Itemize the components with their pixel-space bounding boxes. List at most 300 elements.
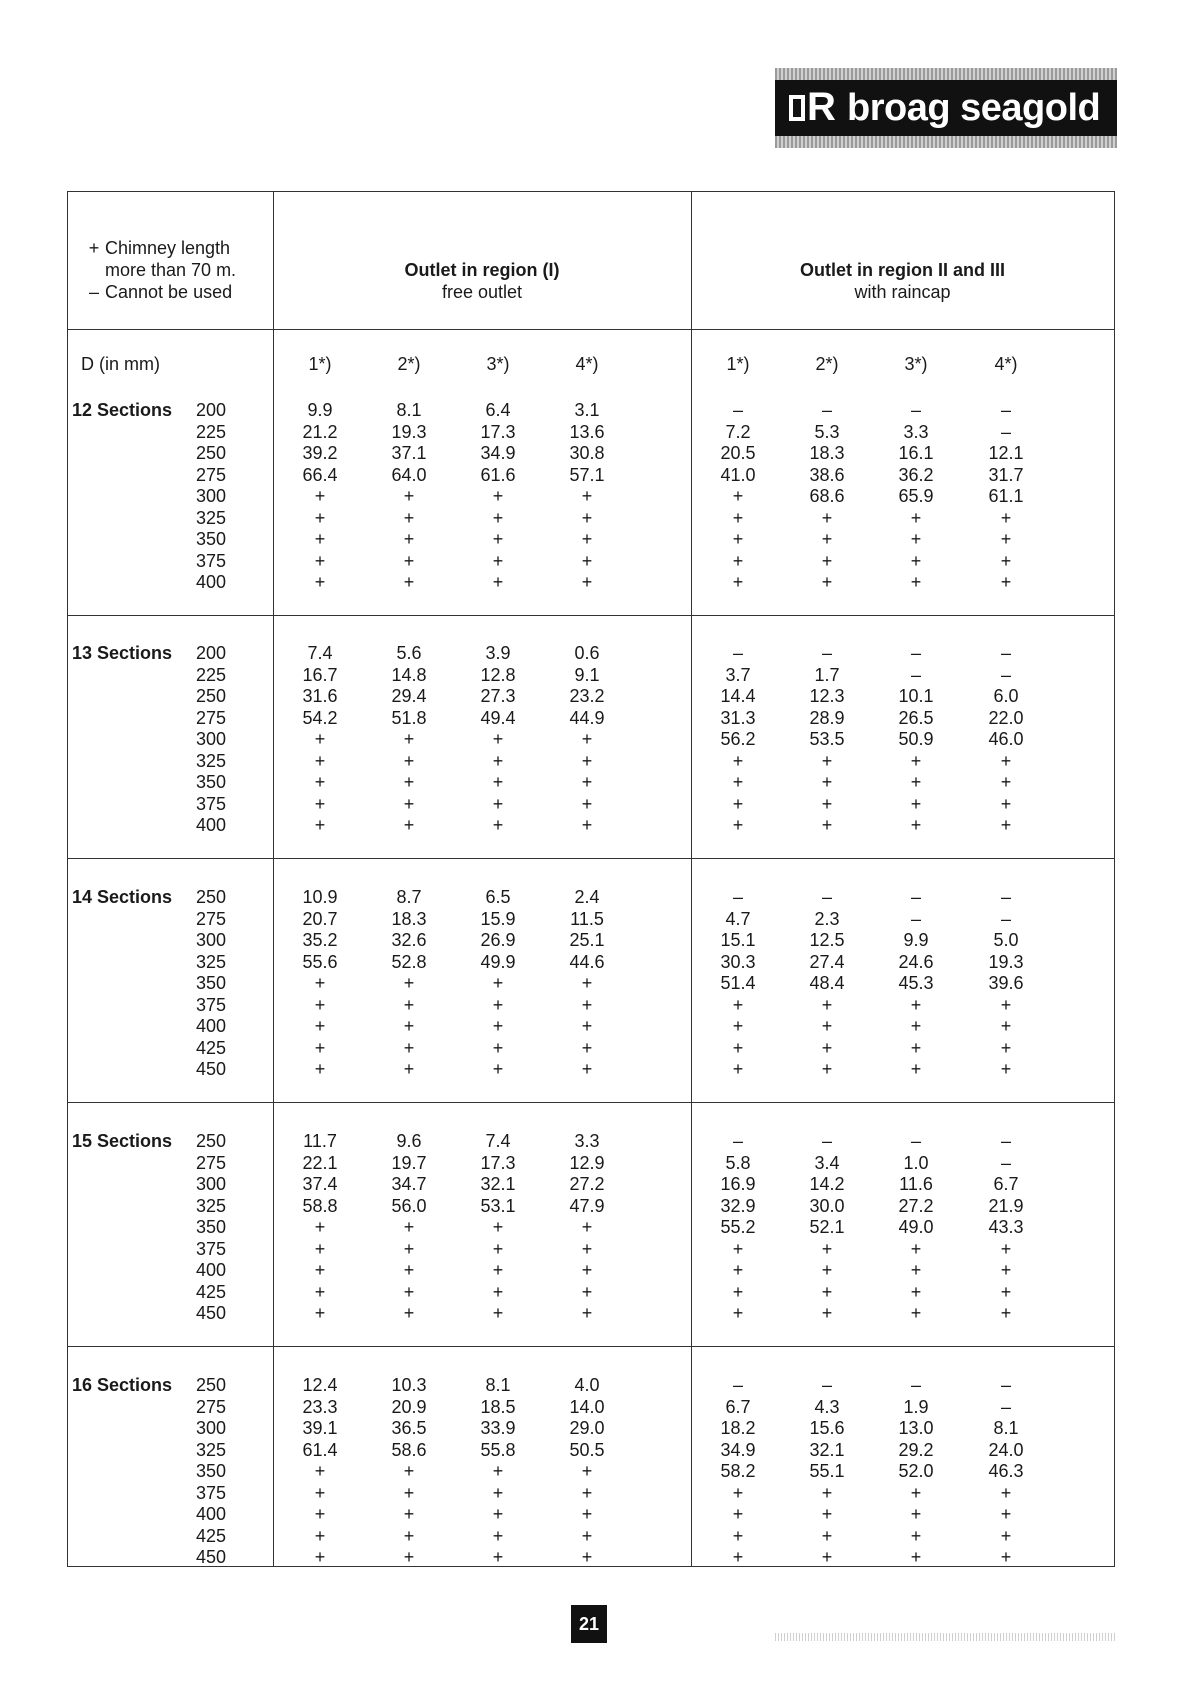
length-cell: 14.2 — [809, 1174, 845, 1194]
length-cell: – — [910, 908, 921, 929]
row-divider — [68, 1346, 1114, 1347]
legend — [83, 237, 236, 303]
length-cell: + — [492, 1461, 504, 1481]
length-cell: + — [492, 1281, 504, 1302]
length-cell: – — [1000, 1152, 1011, 1173]
diameter-value: 225 — [195, 664, 226, 685]
length-cell: 3.4 — [814, 1152, 840, 1173]
length-cell: 34.9 — [480, 443, 516, 463]
length-cell: 45.3 — [898, 973, 934, 993]
length-cell: 18.5 — [480, 1396, 516, 1417]
diameter-value: 325 — [195, 1439, 226, 1460]
length-cell: + — [314, 529, 326, 549]
length-cell: 58.8 — [302, 1195, 338, 1216]
length-cell: + — [910, 1238, 922, 1259]
length-cell: – — [732, 1375, 743, 1395]
length-cell: + — [581, 572, 593, 592]
length-cell: + — [581, 1525, 593, 1546]
diameter-value: 375 — [195, 1238, 226, 1259]
length-cell: 12.9 — [569, 1152, 605, 1173]
length-cell: 9.9 — [903, 930, 929, 950]
length-cell: 34.7 — [391, 1174, 427, 1194]
table-row — [68, 1375, 1114, 1397]
length-cell: + — [403, 1238, 415, 1259]
length-cell: + — [492, 1238, 504, 1259]
length-cell: – — [732, 400, 743, 420]
length-cell: + — [910, 1547, 922, 1567]
section-label: 14 Sections — [72, 887, 173, 907]
legend-text: Chimney length — [105, 238, 231, 258]
length-cell: 27.4 — [809, 951, 845, 972]
diameter-value: 200 — [195, 643, 226, 663]
length-cell: + — [314, 1504, 326, 1524]
length-cell: + — [492, 572, 504, 592]
length-cell: + — [732, 486, 744, 506]
length-cell: + — [314, 1547, 326, 1567]
table-row — [68, 572, 1114, 594]
length-cell: + — [581, 1504, 593, 1524]
length-cell: 47.9 — [569, 1195, 605, 1216]
table-row — [68, 729, 1114, 751]
length-cell: 7.2 — [725, 421, 751, 442]
length-cell: – — [1000, 421, 1011, 442]
length-cell: 16.1 — [898, 443, 934, 463]
length-cell: – — [910, 643, 921, 663]
length-cell: + — [910, 815, 922, 835]
length-cell: + — [492, 529, 504, 549]
length-cell: 55.6 — [302, 951, 338, 972]
length-cell: 17.3 — [480, 421, 516, 442]
length-cell: 31.6 — [302, 686, 338, 706]
length-cell: + — [821, 994, 833, 1015]
diameter-value: 450 — [195, 1303, 226, 1323]
length-cell: + — [732, 994, 744, 1015]
length-cell: 27.2 — [569, 1174, 605, 1194]
table-row — [68, 686, 1114, 708]
length-cell: – — [910, 664, 921, 685]
column-divider — [691, 192, 692, 1566]
diameter-value: 425 — [195, 1525, 226, 1546]
table-row — [68, 551, 1114, 573]
length-cell: + — [314, 729, 326, 749]
length-cell: + — [910, 1504, 922, 1524]
length-cell: + — [314, 1059, 326, 1079]
length-cell: 4.3 — [814, 1396, 840, 1417]
length-cell: + — [1000, 1016, 1012, 1036]
table-row — [68, 1153, 1114, 1175]
length-cell: + — [821, 815, 833, 835]
length-cell: + — [314, 486, 326, 506]
table-row — [68, 1418, 1114, 1440]
length-cell: – — [1000, 1396, 1011, 1417]
length-cell: 12.8 — [480, 664, 516, 685]
length-cell: 32.1 — [809, 1439, 845, 1460]
length-cell: + — [1000, 750, 1012, 771]
length-cell: + — [581, 815, 593, 835]
length-cell: + — [732, 1482, 744, 1503]
length-cell: 3.9 — [485, 643, 511, 663]
length-cell: + — [314, 1016, 326, 1036]
table-row — [68, 1526, 1114, 1548]
section-label: 13 Sections — [72, 643, 173, 663]
length-cell: + — [732, 1547, 744, 1567]
length-cell: 19.3 — [988, 951, 1024, 972]
length-cell: + — [492, 1525, 504, 1546]
length-cell: + — [1000, 1037, 1012, 1058]
table-row — [68, 772, 1114, 794]
length-cell: 0.6 — [574, 643, 600, 663]
table-row — [68, 1174, 1114, 1196]
length-cell: 55.1 — [809, 1461, 845, 1481]
length-cell: 6.7 — [725, 1396, 751, 1417]
row-divider — [68, 329, 1114, 330]
length-cell: 28.9 — [809, 707, 845, 728]
length-cell: + — [314, 750, 326, 771]
length-cell: 51.4 — [720, 973, 756, 993]
length-cell: 14.0 — [569, 1396, 605, 1417]
length-cell: 11.6 — [899, 1174, 933, 1194]
length-cell: + — [314, 1482, 326, 1503]
diameter-value: 350 — [195, 1461, 226, 1481]
length-cell: + — [314, 507, 326, 528]
length-cell: 22.0 — [988, 707, 1024, 728]
length-cell: 37.4 — [302, 1174, 338, 1194]
length-cell: + — [1000, 793, 1012, 814]
length-cell: 39.2 — [302, 443, 338, 463]
length-cell: 50.5 — [569, 1439, 605, 1460]
length-cell: + — [1000, 772, 1012, 792]
length-cell: 13.0 — [898, 1418, 934, 1438]
length-cell: + — [581, 1059, 593, 1079]
region1-subtitle: free outlet — [441, 282, 523, 302]
length-cell: 56.2 — [720, 729, 756, 749]
length-cell: 2.4 — [574, 887, 600, 907]
length-cell: + — [403, 1504, 415, 1524]
column-header: 3*) — [904, 354, 928, 374]
length-cell: 43.3 — [988, 1217, 1024, 1237]
length-cell: 31.7 — [988, 464, 1024, 485]
length-cell: + — [1000, 1303, 1012, 1323]
length-cell: 23.2 — [569, 686, 605, 706]
length-cell: + — [403, 1547, 415, 1567]
region1-title: Outlet in region (I) — [404, 260, 560, 280]
length-cell: + — [403, 486, 415, 506]
length-cell: + — [492, 973, 504, 993]
table-row — [68, 1196, 1114, 1218]
length-cell: + — [732, 550, 744, 571]
diameter-value: 275 — [195, 908, 226, 929]
length-cell: + — [403, 1281, 415, 1302]
length-cell: 26.9 — [480, 930, 516, 950]
diameter-value: 325 — [195, 750, 226, 771]
length-cell: 29.4 — [391, 686, 427, 706]
length-cell: + — [314, 793, 326, 814]
legend-symbol — [83, 259, 105, 281]
length-cell: 5.0 — [993, 930, 1019, 950]
brand-mark-letter: R — [807, 85, 836, 129]
length-cell: 52.0 — [898, 1461, 934, 1481]
length-cell: – — [1000, 643, 1011, 663]
table-row — [68, 1461, 1114, 1483]
length-cell: + — [821, 550, 833, 571]
length-cell: + — [403, 1260, 415, 1280]
length-cell: + — [314, 1037, 326, 1058]
section-label: 16 Sections — [72, 1375, 173, 1395]
length-cell: + — [581, 1461, 593, 1481]
length-cell: + — [314, 1281, 326, 1302]
length-cell: – — [910, 1131, 921, 1151]
length-cell: 3.1 — [574, 400, 600, 420]
length-cell: 6.5 — [485, 887, 511, 907]
length-cell: + — [1000, 1260, 1012, 1280]
length-cell: + — [492, 1303, 504, 1323]
length-cell: + — [492, 1059, 504, 1079]
table-row — [68, 1260, 1114, 1282]
length-cell: + — [581, 973, 593, 993]
length-cell: + — [492, 550, 504, 571]
table-row — [68, 486, 1114, 508]
length-cell: 11.7 — [303, 1131, 337, 1151]
length-cell: + — [492, 1217, 504, 1237]
length-cell: 55.8 — [480, 1439, 516, 1460]
length-cell: + — [821, 793, 833, 814]
diameter-value: 350 — [195, 772, 226, 792]
length-cell: 4.0 — [574, 1375, 600, 1395]
length-cell: + — [732, 772, 744, 792]
length-cell: + — [314, 772, 326, 792]
length-cell: 20.5 — [720, 443, 756, 463]
length-cell: + — [492, 486, 504, 506]
table-row — [68, 400, 1114, 422]
length-cell: 8.1 — [396, 400, 422, 420]
logo-top-band — [775, 68, 1117, 80]
diameter-value: 250 — [195, 443, 226, 463]
length-cell: + — [492, 1482, 504, 1503]
length-cell: + — [581, 507, 593, 528]
length-cell: – — [821, 1375, 832, 1395]
table-row — [68, 443, 1114, 465]
scan-noise — [775, 1633, 1115, 1641]
length-cell: 16.9 — [720, 1174, 756, 1194]
length-cell: 32.1 — [480, 1174, 516, 1194]
length-cell: 61.4 — [302, 1439, 338, 1460]
length-cell: + — [581, 1547, 593, 1567]
length-cell: + — [910, 529, 922, 549]
length-cell: 8.1 — [993, 1418, 1019, 1438]
table-row — [68, 422, 1114, 444]
table-row — [68, 887, 1114, 909]
length-cell: + — [492, 772, 504, 792]
length-cell: + — [910, 550, 922, 571]
length-cell: 15.6 — [809, 1418, 845, 1438]
length-cell: 54.2 — [302, 707, 338, 728]
length-cell: 10.1 — [898, 686, 934, 706]
length-cell: 24.6 — [898, 951, 934, 972]
length-cell: 36.5 — [391, 1418, 427, 1438]
length-cell: + — [403, 1482, 415, 1503]
diameter-value: 350 — [195, 1217, 226, 1237]
table-row — [68, 1131, 1114, 1153]
length-cell: 8.7 — [396, 887, 422, 907]
length-cell: + — [581, 1281, 593, 1302]
length-cell: 52.1 — [809, 1217, 845, 1237]
length-cell: + — [314, 550, 326, 571]
table-row — [68, 1239, 1114, 1261]
length-cell: 21.2 — [302, 421, 338, 442]
table-row — [68, 1504, 1114, 1526]
length-cell: + — [581, 750, 593, 771]
diameter-value: 325 — [195, 1195, 226, 1216]
table-row — [68, 794, 1114, 816]
length-cell: + — [581, 1016, 593, 1036]
length-cell: 18.3 — [809, 443, 845, 463]
length-cell: 1.9 — [903, 1396, 929, 1417]
length-cell: 5.8 — [725, 1152, 751, 1173]
length-cell: 46.3 — [988, 1461, 1024, 1481]
table-row — [68, 815, 1114, 837]
length-cell: + — [403, 793, 415, 814]
table-row — [68, 1282, 1114, 1304]
length-cell: + — [581, 550, 593, 571]
length-cell: + — [1000, 550, 1012, 571]
length-cell: 16.7 — [302, 664, 338, 685]
length-cell: + — [821, 529, 833, 549]
length-cell: + — [732, 750, 744, 771]
length-cell: + — [1000, 1504, 1012, 1524]
length-cell: 13.6 — [569, 421, 605, 442]
length-cell: + — [492, 729, 504, 749]
length-cell: 24.0 — [988, 1439, 1024, 1460]
length-cell: 9.1 — [574, 664, 600, 685]
length-cell: + — [1000, 815, 1012, 835]
length-cell: 19.7 — [391, 1152, 427, 1173]
row-divider — [68, 615, 1114, 616]
length-cell: + — [314, 1303, 326, 1323]
legend-text: more than 70 m. — [105, 260, 237, 280]
length-cell: + — [403, 507, 415, 528]
length-cell: 10.9 — [302, 887, 338, 907]
length-cell: + — [821, 1238, 833, 1259]
length-cell: 39.6 — [988, 973, 1024, 993]
length-cell: 39.1 — [302, 1418, 338, 1438]
length-cell: + — [581, 994, 593, 1015]
length-cell: 3.3 — [903, 421, 929, 442]
diameter-value: 400 — [195, 1016, 226, 1036]
length-cell: + — [581, 1260, 593, 1280]
length-cell: 27.2 — [898, 1195, 934, 1216]
length-cell: 5.3 — [814, 421, 840, 442]
row-divider — [68, 1102, 1114, 1103]
length-cell: + — [492, 507, 504, 528]
length-cell: + — [1000, 529, 1012, 549]
diameter-value: 400 — [195, 1260, 226, 1280]
length-cell: 41.0 — [720, 464, 756, 485]
table-row — [68, 1483, 1114, 1505]
length-cell: 3.3 — [574, 1131, 600, 1151]
length-cell: 49.4 — [480, 707, 516, 728]
length-cell: + — [403, 750, 415, 771]
length-cell: – — [910, 400, 921, 420]
length-cell: + — [821, 507, 833, 528]
length-cell: + — [314, 1217, 326, 1237]
length-cell: + — [581, 1303, 593, 1323]
length-cell: + — [492, 793, 504, 814]
length-cell: 31.3 — [720, 707, 756, 728]
length-cell: 12.4 — [302, 1375, 338, 1395]
length-cell: + — [492, 1547, 504, 1567]
length-cell: 36.2 — [898, 464, 934, 485]
length-cell: + — [492, 1016, 504, 1036]
page-number: 21 — [571, 1605, 607, 1643]
length-cell: 10.3 — [391, 1375, 427, 1395]
brand-name: broag seagold — [847, 86, 1101, 129]
length-cell: 48.4 — [809, 973, 845, 993]
length-cell: 6.7 — [993, 1174, 1019, 1194]
length-cell: + — [1000, 1525, 1012, 1546]
region2-subtitle: with raincap — [854, 282, 951, 302]
length-cell: 26.5 — [898, 707, 934, 728]
length-cell: 29.2 — [898, 1439, 934, 1460]
length-cell: 57.1 — [569, 464, 605, 485]
table-row — [68, 1440, 1114, 1462]
length-cell: 53.5 — [809, 729, 845, 749]
length-cell: 4.7 — [725, 908, 751, 929]
length-cell: 34.9 — [720, 1439, 756, 1460]
length-cell: + — [821, 1037, 833, 1058]
length-cell: 25.1 — [569, 930, 605, 950]
length-cell: + — [403, 994, 415, 1015]
length-cell: 18.2 — [720, 1418, 756, 1438]
length-cell: + — [492, 750, 504, 771]
length-cell: 64.0 — [391, 464, 427, 485]
diameter-value: 450 — [195, 1547, 226, 1567]
section-label: 15 Sections — [72, 1131, 173, 1151]
length-cell: + — [732, 1059, 744, 1079]
length-cell: + — [732, 815, 744, 835]
length-cell: + — [910, 1525, 922, 1546]
diameter-value: 400 — [195, 1504, 226, 1524]
length-cell: + — [821, 1547, 833, 1567]
diameter-value: 275 — [195, 707, 226, 728]
logo-block — [775, 80, 1117, 136]
diameter-value: 200 — [195, 400, 226, 420]
length-cell: + — [403, 550, 415, 571]
length-cell: + — [403, 1217, 415, 1237]
length-cell: + — [821, 1016, 833, 1036]
length-cell: – — [821, 1131, 832, 1151]
length-cell: + — [910, 1482, 922, 1503]
length-cell: 1.7 — [814, 664, 840, 685]
flue-length-table — [67, 191, 1115, 1567]
length-cell: + — [910, 1260, 922, 1280]
table-row — [68, 1303, 1114, 1325]
length-cell: + — [403, 1303, 415, 1323]
table-row — [68, 465, 1114, 487]
length-cell: + — [581, 1037, 593, 1058]
table-row — [68, 1217, 1114, 1239]
length-cell: + — [581, 1482, 593, 1503]
diameter-value: 250 — [195, 1375, 226, 1395]
length-cell: 14.4 — [720, 686, 756, 706]
region2-title: Outlet in region II and III — [799, 260, 1005, 280]
length-cell: + — [581, 529, 593, 549]
length-cell: 2.3 — [814, 908, 840, 929]
length-cell: – — [1000, 1375, 1011, 1395]
length-cell: + — [821, 1482, 833, 1503]
length-cell: 56.0 — [391, 1195, 427, 1216]
length-cell: + — [492, 815, 504, 835]
table-row — [68, 1059, 1114, 1081]
